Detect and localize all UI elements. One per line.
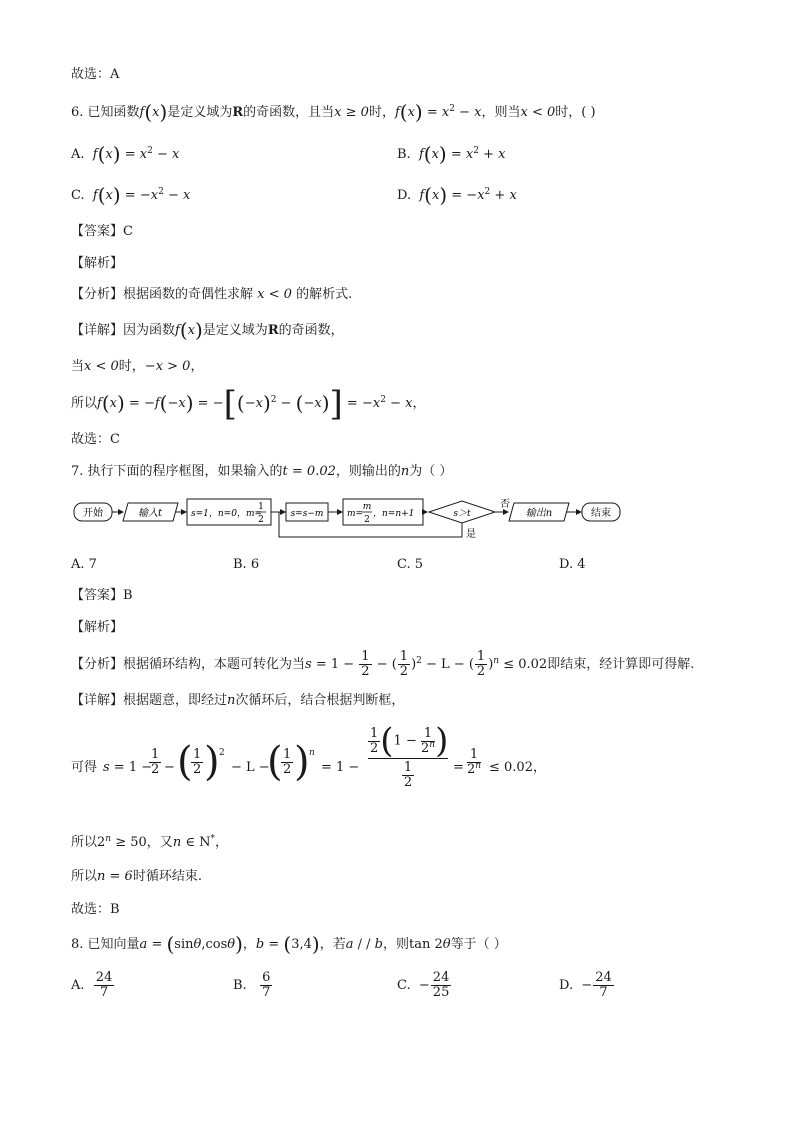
flow-end: 结束 xyxy=(591,508,611,519)
q8-stem: 8. 已知向量a = (sinθ,cosθ)，b = (3,4)，若a / / b，则tan 2θ等于（ ） xyxy=(71,932,507,956)
q6-stem: 6. 已知函数f(x)是定义域为R的奇函数，且当x ≥ 0时，$f(x) = x^2 - x$，则当x < 0时，( ) xyxy=(71,100,596,124)
svg-text:2: 2 xyxy=(258,515,264,525)
flow-start: 开始 xyxy=(83,508,103,519)
flow-no: 否 xyxy=(500,499,510,510)
q8-option-d[interactable]: D. − $\frac{24}{7}$ xyxy=(559,970,612,1000)
svg-text:m: m xyxy=(362,502,372,512)
flow-init: s=1，n=0，m= xyxy=(191,509,263,519)
q6-final: 故选：C xyxy=(71,432,120,447)
flow-update-m: m= xyxy=(347,509,364,519)
q7-suoyi: 所以$2^n \ge 50$，又n ∈ N*， xyxy=(71,834,228,850)
q7-option-b[interactable]: B. 6 xyxy=(233,557,260,572)
q7-suoyi2: 所以n = 6时循环结束. xyxy=(71,869,202,884)
q6-option-a[interactable]: A. $f(x) = x^2 - x$ xyxy=(71,142,180,166)
flow-cond: s＞t xyxy=(453,509,471,519)
flow-output: 输出n xyxy=(525,508,553,519)
svg-text:1: 1 xyxy=(258,502,264,512)
flow-update-n: ，n=n+1 xyxy=(373,509,415,519)
prev-answer: 故选：A xyxy=(71,67,120,82)
q7-final: 故选：B xyxy=(71,902,120,917)
flow-input: 输入t xyxy=(137,508,163,519)
q7-jiexi-label: 【解析】 xyxy=(71,620,124,635)
q7-flowchart xyxy=(70,493,630,543)
q7-option-d[interactable]: D. 4 xyxy=(559,557,586,572)
svg-text:2: 2 xyxy=(364,515,370,525)
q7-option-c[interactable]: C. 5 xyxy=(397,557,424,572)
q8-option-a[interactable]: A. $\frac{24}{7}$ xyxy=(71,970,113,1000)
q6-option-b[interactable]: B. $f(x) = x^2 + x$ xyxy=(397,142,506,166)
q7-option-a[interactable]: A. 7 xyxy=(71,557,97,572)
q6-answer: 【答案】C xyxy=(71,224,133,239)
flow-update-s: s=s−m xyxy=(290,509,324,519)
q8-option-b[interactable]: B. $\frac{6}{7}$ xyxy=(233,970,271,1000)
q7-fenxi: 【分析】根据循环结构，本题可转化为当s = 1 − $\frac{1}{2}$ − ( $\frac{1}{2}$ )$^2$ − L − ( $\frac{1}{2}$ )$^n$ ≤ 0.02即结束，经计算即可得解. xyxy=(71,649,695,679)
q6-option-c[interactable]: C. $f(x) = -x^2 - x$ xyxy=(71,183,191,207)
q7-xiangjie: 【详解】根据题意，即经过n次循环后，结合根据判断框， xyxy=(71,693,405,708)
q6-when: 当x < 0时，−x > 0， xyxy=(71,359,204,374)
q6-option-d[interactable]: D. $f(x) = -x^2 + x$ xyxy=(397,183,517,207)
q6-derivation: 所以$f(x) = -f(-x) = -[(-x)^2 - (-x)] = -x^2 - x$， xyxy=(71,384,426,424)
q7-answer: 【答案】B xyxy=(71,588,133,603)
q8-option-c[interactable]: C. − $\frac{24}{25}$ xyxy=(397,970,450,1000)
q6-fenxi: 【分析】根据函数的奇偶性求解 x < 0 的解析式. xyxy=(71,287,353,302)
flow-yes: 是 xyxy=(466,529,476,540)
q7-stem: 7. 执行下面的程序框图，如果输入的t = 0.02，则输出的n为（ ） xyxy=(71,464,453,479)
q6-jiexi-label: 【解析】 xyxy=(71,256,124,271)
q6-xiangjie: 【详解】因为函数f(x)是定义域为R的奇函数， xyxy=(71,318,344,342)
